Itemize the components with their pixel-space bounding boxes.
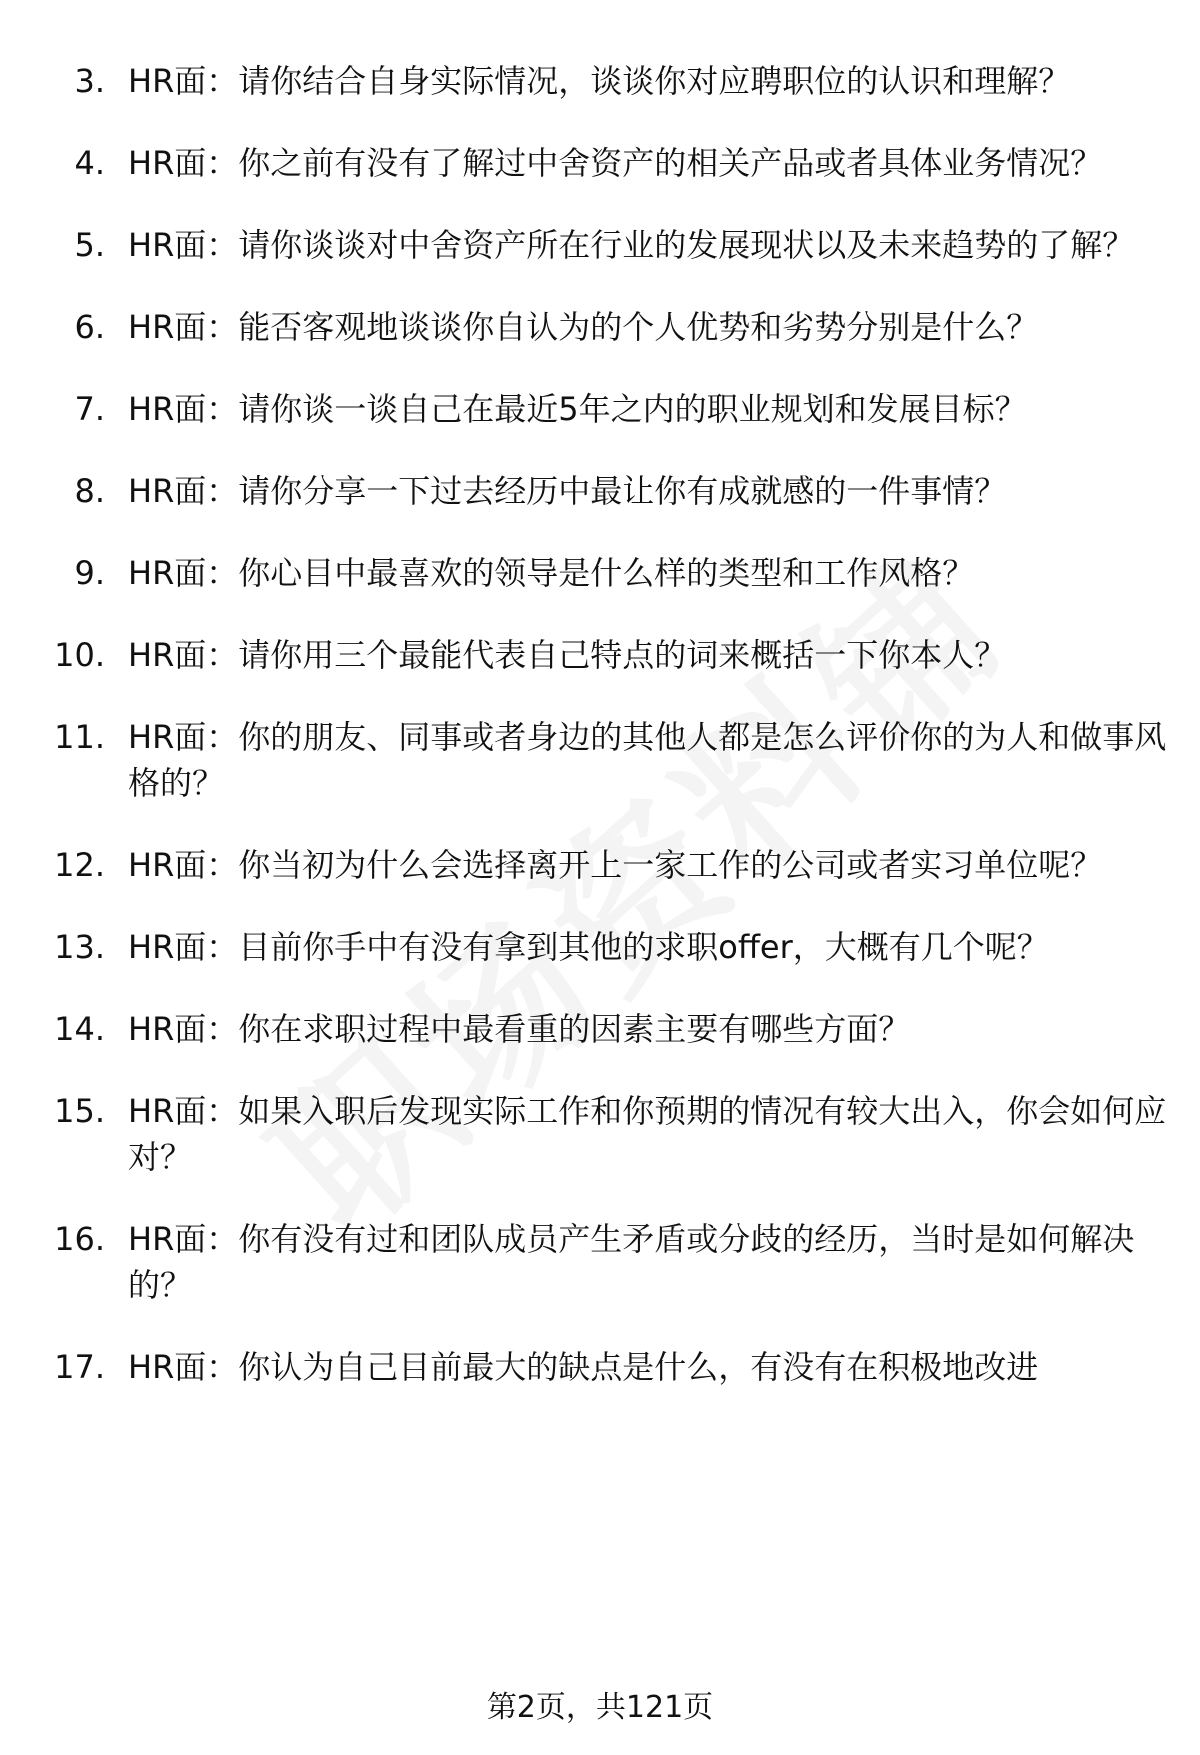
item-number: 4. (74, 144, 105, 182)
list-item (0, 632, 1200, 678)
list-item (0, 1006, 1200, 1052)
item-number: 6. (74, 308, 105, 346)
item-text: HR面：目前你手中有没有拿到其他的求职offer，大概有几个呢？ (128, 928, 1049, 966)
item-text: HR面：请你结合自身实际情况，谈谈你对应聘职位的认识和理解？ (128, 62, 1071, 100)
item-text: HR面：请你谈一谈自己在最近5年之内的职业规划和发展目标？ (128, 390, 1027, 428)
item-number: 11. (54, 718, 105, 756)
item-number: 17. (54, 1348, 105, 1386)
item-number: 7. (74, 390, 105, 428)
item-number: 16. (54, 1220, 105, 1258)
item-text: HR面：你有没有过和团队成员产生矛盾或分歧的经历，当时是如何解决的？ (128, 1220, 1135, 1304)
item-text: HR面：如果入职后发现实际工作和你预期的情况有较大出入，你会如何应对？ (128, 1092, 1167, 1176)
item-number: 10. (54, 636, 105, 674)
list-item (0, 842, 1200, 888)
list-item (0, 1088, 1200, 1180)
list-item (0, 550, 1200, 596)
list-item (0, 714, 1200, 806)
item-text: HR面：请你用三个最能代表自己特点的词来概括一下你本人？ (128, 636, 1007, 674)
list-item (0, 1344, 1200, 1390)
item-text: HR面：你之前有没有了解过中舍资产的相关产品或者具体业务情况？ (128, 144, 1103, 182)
item-number: 3. (74, 62, 105, 100)
item-text: HR面：你认为自己目前最大的缺点是什么，有没有在积极地改进 (128, 1348, 1039, 1386)
question-list (0, 58, 1200, 1426)
list-item (0, 304, 1200, 350)
item-number: 5. (74, 226, 105, 264)
item-number: 12. (54, 846, 105, 884)
item-number: 14. (54, 1010, 105, 1048)
page-footer: 第2页，共121页 (486, 1690, 714, 1725)
item-text: HR面：你在求职过程中最看重的因素主要有哪些方面？ (128, 1010, 911, 1048)
item-number: 13. (54, 928, 105, 966)
list-item (0, 924, 1200, 970)
list-item (0, 386, 1200, 432)
item-text: HR面：请你谈谈对中舍资产所在行业的发展现状以及未来趋势的了解？ (128, 226, 1135, 264)
item-text: HR面：能否客观地谈谈你自认为的个人优势和劣势分别是什么？ (128, 308, 1039, 346)
item-text: HR面：你当初为什么会选择离开上一家工作的公司或者实习单位呢？ (128, 846, 1103, 884)
item-text: HR面：你的朋友、同事或者身边的其他人都是怎么评价你的为人和做事风格的？ (128, 718, 1167, 802)
item-number: 9. (74, 554, 105, 592)
item-text: HR面：请你分享一下过去经历中最让你有成就感的一件事情？ (128, 472, 1007, 510)
list-item (0, 468, 1200, 514)
list-item (0, 58, 1200, 104)
list-item (0, 222, 1200, 268)
list-item (0, 1216, 1200, 1308)
item-number: 15. (54, 1092, 105, 1130)
item-text: HR面：你心目中最喜欢的领导是什么样的类型和工作风格？ (128, 554, 975, 592)
list-item (0, 140, 1200, 186)
item-number: 8. (74, 472, 105, 510)
